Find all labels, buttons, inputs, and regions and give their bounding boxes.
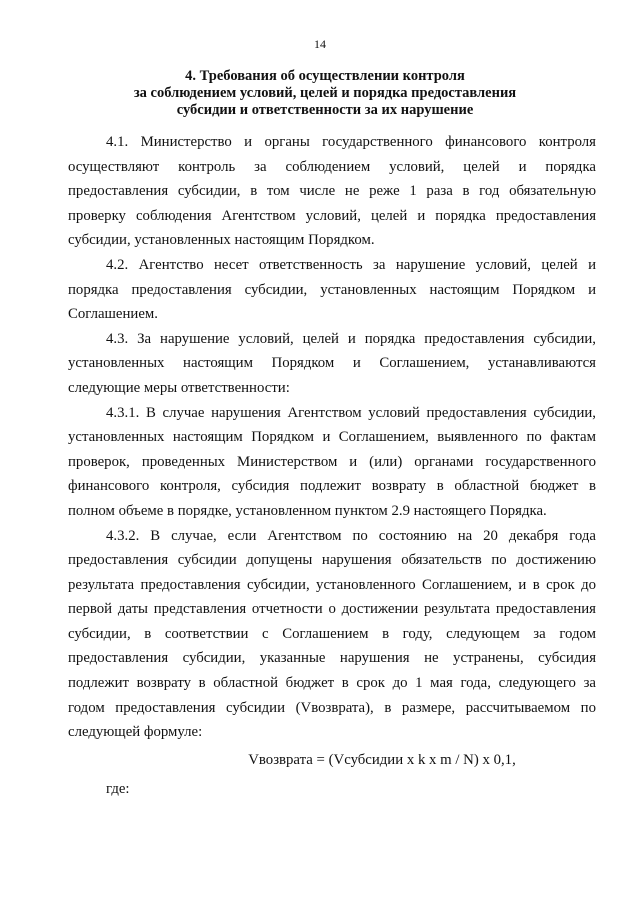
paragraph-line: субсидии, в соответствии с Соглашением в году, следующем за годом <box>68 625 596 642</box>
document-body <box>68 130 596 803</box>
paragraph-line: 4.3. За нарушение условий, целей и порядка предоставления субсидии, <box>106 330 596 347</box>
paragraph-line: осуществляют контроль за соблюдением условий, целей и порядка <box>68 158 596 175</box>
paragraph-line: установленных настоящим Порядком и Соглашением, выявленного по фактам <box>68 429 596 446</box>
paragraph-line: субсидии, установленных настоящим Порядком. <box>68 232 375 249</box>
paragraph-line: Соглашением. <box>68 306 158 323</box>
heading-line: 4. Требования об осуществлении контроля <box>185 68 465 84</box>
paragraph-4-3-2 <box>68 524 596 745</box>
paragraph-line: подлежит возврату в областной бюджет в срок до 1 мая года, следующего за <box>68 675 596 692</box>
paragraph-line: предоставления субсидии, указанные нарушения не устранены, субсидия <box>68 650 596 667</box>
paragraph-line: первой даты представления отчетности о достижении результата предоставления <box>68 601 596 618</box>
where-label: где: <box>106 780 130 797</box>
paragraph-4-2 <box>68 253 596 327</box>
paragraph-4-3 <box>68 327 596 401</box>
paragraph-line: порядка предоставления субсидии, установленных настоящим Порядком и <box>68 281 596 298</box>
paragraph-4-1 <box>68 130 596 253</box>
paragraph-line: финансового контроля, субсидия подлежит возврату в областной бюджет в <box>68 478 596 495</box>
page-number: 14 <box>314 37 326 51</box>
heading-line: субсидии и ответственности за их нарушение <box>176 102 474 118</box>
paragraph-line: 4.1. Министерство и органы государственного финансового контроля <box>106 134 596 150</box>
paragraph-line: 4.3.2. В случае, если Агентством по состоянию на 20 декабря года <box>106 527 596 544</box>
paragraph-line: 4.3.1. В случае нарушения Агентством условий предоставления субсидии, <box>106 404 596 421</box>
paragraph-line: проверок, проведенных Министерством и (или) органами государственного <box>68 453 596 470</box>
section-heading <box>90 68 560 119</box>
paragraph-line: установленных настоящим Порядком и Соглашением, устанавливаются <box>68 355 596 372</box>
paragraph-line: проверку соблюдения Агентством условий, целей и порядка предоставления <box>68 207 596 224</box>
paragraph-line: предоставления субсидии допущены нарушения обязательств по достижению <box>68 552 596 569</box>
paragraph-line: 4.2. Агентство несет ответственность за нарушение условий, целей и <box>106 256 596 273</box>
paragraph-line: следующей формуле: <box>68 724 203 741</box>
paragraph-line: следующие меры ответственности: <box>68 379 290 396</box>
paragraph-line: годом предоставления субсидии (Vвозврата), в размере, рассчитываемом по <box>68 699 596 716</box>
heading-line: за соблюдением условий, целей и порядка предоставления <box>133 85 517 101</box>
paragraph-4-3-1 <box>68 401 596 524</box>
paragraph-line: предоставления субсидии, в том числе не реже 1 раза в год обязательную <box>68 183 596 200</box>
formula: Vвозврата = (Vсубсидии x k x m / N) x 0,1, <box>248 751 516 768</box>
paragraph-line: полном объеме в порядке, установленном пунктом 2.9 настоящего Порядка. <box>68 502 547 519</box>
paragraph-line: результата предоставления субсидии, установленного Соглашением, и в срок до <box>68 576 596 593</box>
